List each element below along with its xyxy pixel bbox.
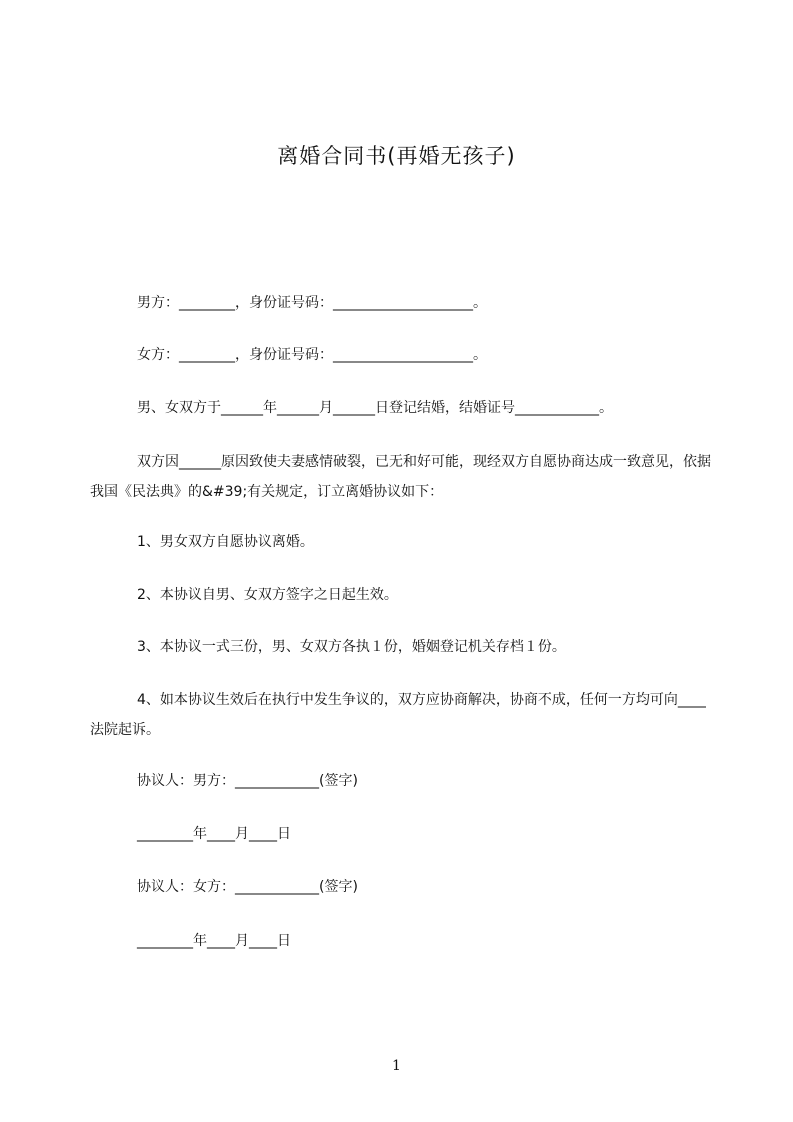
wife-date-line: ________年____月____日 (137, 933, 291, 949)
wife-signature-line: 协议人：女方：____________(签字) (137, 879, 358, 895)
clause-3: 3、本协议一式三份，男、女双方各执１份，婚姻登记机关存档１份。 (137, 639, 566, 655)
clause-2: 2、本协议自男、女双方签字之日起生效。 (137, 587, 398, 603)
reason-paragraph: 双方因______原因致使夫妻感情破裂，已无和好可能，现经双方自愿协商达成一致意见，依据我国《民法典》的&#39;有关规定，订立离婚协议如下： (90, 454, 711, 500)
husband-date-line: ________年____月____日 (137, 826, 291, 842)
husband-signature-line: 协议人：男方：____________(签字) (137, 773, 358, 789)
page-number: 1 (392, 1058, 401, 1074)
marriage-registration-line: 男、女双方于______年______月______日登记结婚，结婚证号____________。 (137, 400, 613, 416)
clause-1: 1、男女双方自愿协议离婚。 (137, 534, 314, 550)
clause-4: 4、如本协议生效后在执行中发生争议的，双方应协商解决，协商不成，任何一方均可向____法院起诉。 (90, 692, 706, 738)
document-title: 离婚合同书(再婚无孩子) (277, 144, 516, 168)
husband-id-line: 男方：________，身份证号码：____________________。 (137, 295, 487, 311)
wife-id-line: 女方：________，身份证号码：____________________。 (137, 347, 487, 363)
